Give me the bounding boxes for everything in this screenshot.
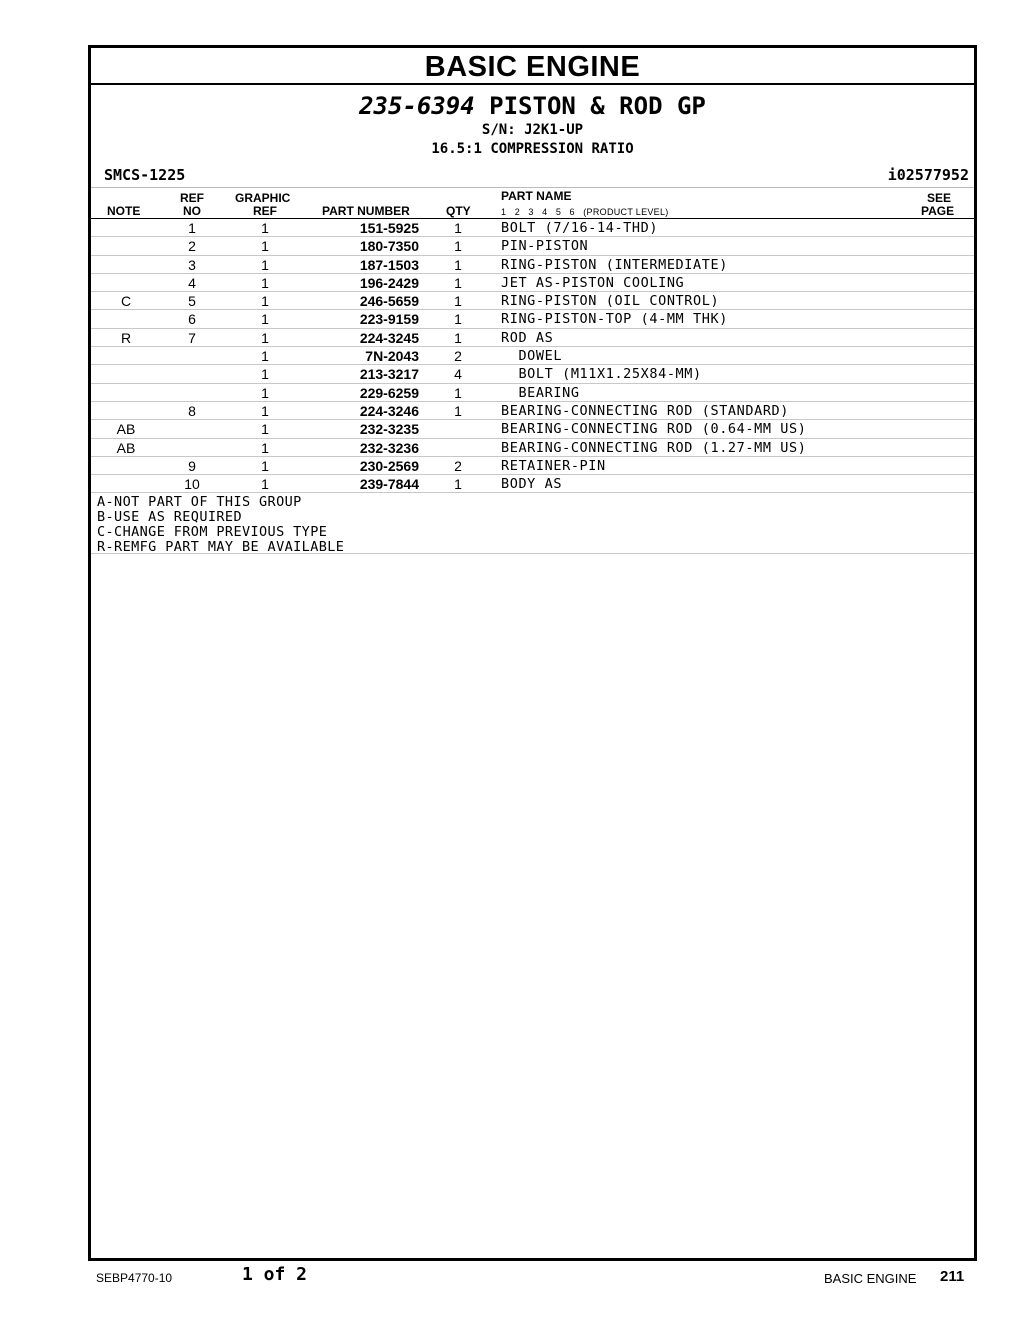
footer-page-number: 211 xyxy=(940,1268,965,1285)
header-ref-bottom: NO xyxy=(183,204,201,218)
cell-part-name: BEARING-CONNECTING ROD (0.64-MM US) xyxy=(501,421,807,438)
cell-part-number: 187-1503 xyxy=(359,256,419,273)
cell-part-name: RING-PISTON (INTERMEDIATE) xyxy=(501,256,728,273)
cell-part-name: DOWEL xyxy=(501,348,563,365)
note-line: B-USE AS REQUIRED xyxy=(97,509,242,526)
cell-qty: 1 xyxy=(454,311,462,328)
header-note: NOTE xyxy=(107,204,141,218)
table-row xyxy=(91,420,974,438)
cell-graphic-ref: 1 xyxy=(261,293,269,310)
note-line: A-NOT PART OF THIS GROUP xyxy=(97,494,302,511)
cell-graphic-ref: 1 xyxy=(261,439,269,456)
table-row xyxy=(91,292,974,310)
cell-note: AB xyxy=(116,421,136,438)
table-row xyxy=(91,256,974,274)
cell-graphic-ref: 1 xyxy=(261,457,269,474)
header-qty: QTY xyxy=(446,204,471,218)
cell-graphic-ref: 1 xyxy=(261,329,269,346)
page-footer xyxy=(0,1264,1020,1294)
cell-ref-no: 6 xyxy=(188,311,196,328)
table-row xyxy=(91,237,974,255)
group-name: PISTON & ROD GP xyxy=(489,92,706,120)
cell-part-name: BOLT (7/16-14-THD) xyxy=(501,220,659,236)
cell-qty: 1 xyxy=(454,220,462,236)
footer-page-of: 1 of 2 xyxy=(242,1264,308,1285)
cell-part-number: 229-6259 xyxy=(359,384,419,401)
code-line xyxy=(91,165,974,188)
smcs-code: SMCS-1225 xyxy=(104,166,186,184)
table-row xyxy=(91,347,974,365)
cell-qty: 1 xyxy=(454,402,462,419)
table-header xyxy=(91,188,974,219)
cell-graphic-ref: 1 xyxy=(261,402,269,419)
cell-part-name: BODY AS xyxy=(501,476,563,493)
cell-qty: 1 xyxy=(454,274,462,291)
cell-part-number: 230-2569 xyxy=(359,457,419,474)
cell-graphic-ref: 1 xyxy=(261,421,269,438)
header-graphic-bottom: REF xyxy=(253,204,277,218)
cell-qty: 1 xyxy=(454,329,462,346)
cell-part-name: ROD AS xyxy=(501,329,554,346)
cell-ref-no: 9 xyxy=(188,457,196,474)
cell-part-number: 213-3217 xyxy=(359,366,419,383)
table-row xyxy=(91,475,974,493)
cell-part-number: 224-3245 xyxy=(359,329,419,346)
header-ref-top: REF xyxy=(180,191,204,205)
table-row xyxy=(91,365,974,383)
cell-part-number: 239-7844 xyxy=(359,476,419,493)
cell-part-number: 196-2429 xyxy=(359,274,419,291)
table-row xyxy=(91,439,974,457)
cell-ref-no: 5 xyxy=(188,293,196,310)
cell-qty: 4 xyxy=(454,366,462,383)
cell-part-number: 246-5659 xyxy=(359,293,419,310)
notes-block xyxy=(91,493,974,554)
cell-graphic-ref: 1 xyxy=(261,366,269,383)
cell-qty: 2 xyxy=(454,348,462,365)
cell-graphic-ref: 1 xyxy=(261,256,269,273)
cell-ref-no: 10 xyxy=(184,476,200,493)
cell-ref-no: 2 xyxy=(188,238,196,255)
header-part-number: PART NUMBER xyxy=(322,204,410,218)
cell-graphic-ref: 1 xyxy=(261,384,269,401)
cell-part-name: RETAINER-PIN xyxy=(501,457,606,474)
cell-ref-no: 3 xyxy=(188,256,196,273)
cell-qty: 1 xyxy=(454,476,462,493)
cell-part-name: BEARING xyxy=(501,384,580,401)
cell-part-number: 151-5925 xyxy=(359,220,419,236)
cell-graphic-ref: 1 xyxy=(261,348,269,365)
table-row xyxy=(91,384,974,402)
table-row xyxy=(91,329,974,347)
parts-page-frame xyxy=(88,45,977,1261)
table-row xyxy=(91,274,974,292)
section-title: BASIC ENGINE xyxy=(91,48,974,85)
note-line: C-CHANGE FROM PREVIOUS TYPE xyxy=(97,524,328,541)
cell-part-name: PIN-PISTON xyxy=(501,238,589,255)
info-number: i02577952 xyxy=(887,166,969,184)
cell-graphic-ref: 1 xyxy=(261,220,269,236)
cell-note: C xyxy=(120,293,132,310)
group-title xyxy=(91,91,974,121)
cell-part-name: BOLT (M11X1.25X84-MM) xyxy=(501,366,702,383)
cell-graphic-ref: 1 xyxy=(261,476,269,493)
cell-part-number: 232-3235 xyxy=(359,421,419,438)
cell-graphic-ref: 1 xyxy=(261,311,269,328)
cell-part-number: 180-7350 xyxy=(359,238,419,255)
cell-note: R xyxy=(120,329,132,346)
cell-part-name: RING-PISTON-TOP (4-MM THK) xyxy=(501,311,728,328)
cell-part-name: RING-PISTON (OIL CONTROL) xyxy=(501,293,720,310)
cell-note: AB xyxy=(116,439,136,456)
cell-qty: 2 xyxy=(454,457,462,474)
cell-part-name: BEARING-CONNECTING ROD (1.27-MM US) xyxy=(501,439,807,456)
header-see-bottom: PAGE xyxy=(921,204,955,218)
table-row xyxy=(91,310,974,328)
cell-qty: 1 xyxy=(454,238,462,255)
note-line: R-REMFG PART MAY BE AVAILABLE xyxy=(97,539,345,556)
cell-graphic-ref: 1 xyxy=(261,274,269,291)
cell-part-number: 232-3236 xyxy=(359,439,419,456)
serial-range: S/N: J2K1-UP xyxy=(481,122,584,138)
cell-ref-no: 8 xyxy=(188,402,196,419)
cell-ref-no: 1 xyxy=(188,220,196,236)
cell-qty: 1 xyxy=(454,384,462,401)
header-graphic-top: GRAPHIC xyxy=(235,191,291,205)
cell-part-number: 7N-2043 xyxy=(365,348,419,365)
table-row xyxy=(91,219,974,237)
header-part-name: PART NAME xyxy=(501,189,572,203)
footer-doc-number: SEBP4770-10 xyxy=(96,1271,173,1285)
table-row xyxy=(91,457,974,475)
cell-qty: 1 xyxy=(454,256,462,273)
parts-table-body xyxy=(91,219,974,493)
cell-part-name: BEARING-CONNECTING ROD (STANDARD) xyxy=(501,402,790,419)
header-product-level: 1 2 3 4 5 6 (PRODUCT LEVEL) xyxy=(501,207,669,217)
group-number: 235-6394 xyxy=(359,92,475,120)
header-see-top: SEE xyxy=(927,191,952,205)
cell-ref-no: 4 xyxy=(188,274,196,291)
cell-qty: 1 xyxy=(454,293,462,310)
cell-part-number: 223-9159 xyxy=(359,311,419,328)
footer-section: BASIC ENGINE xyxy=(824,1271,917,1286)
cell-graphic-ref: 1 xyxy=(261,238,269,255)
cell-ref-no: 7 xyxy=(188,329,196,346)
group-description: 16.5:1 COMPRESSION RATIO xyxy=(431,141,634,157)
table-row xyxy=(91,402,974,420)
cell-part-name: JET AS-PISTON COOLING xyxy=(501,274,685,291)
cell-part-number: 224-3246 xyxy=(359,402,419,419)
